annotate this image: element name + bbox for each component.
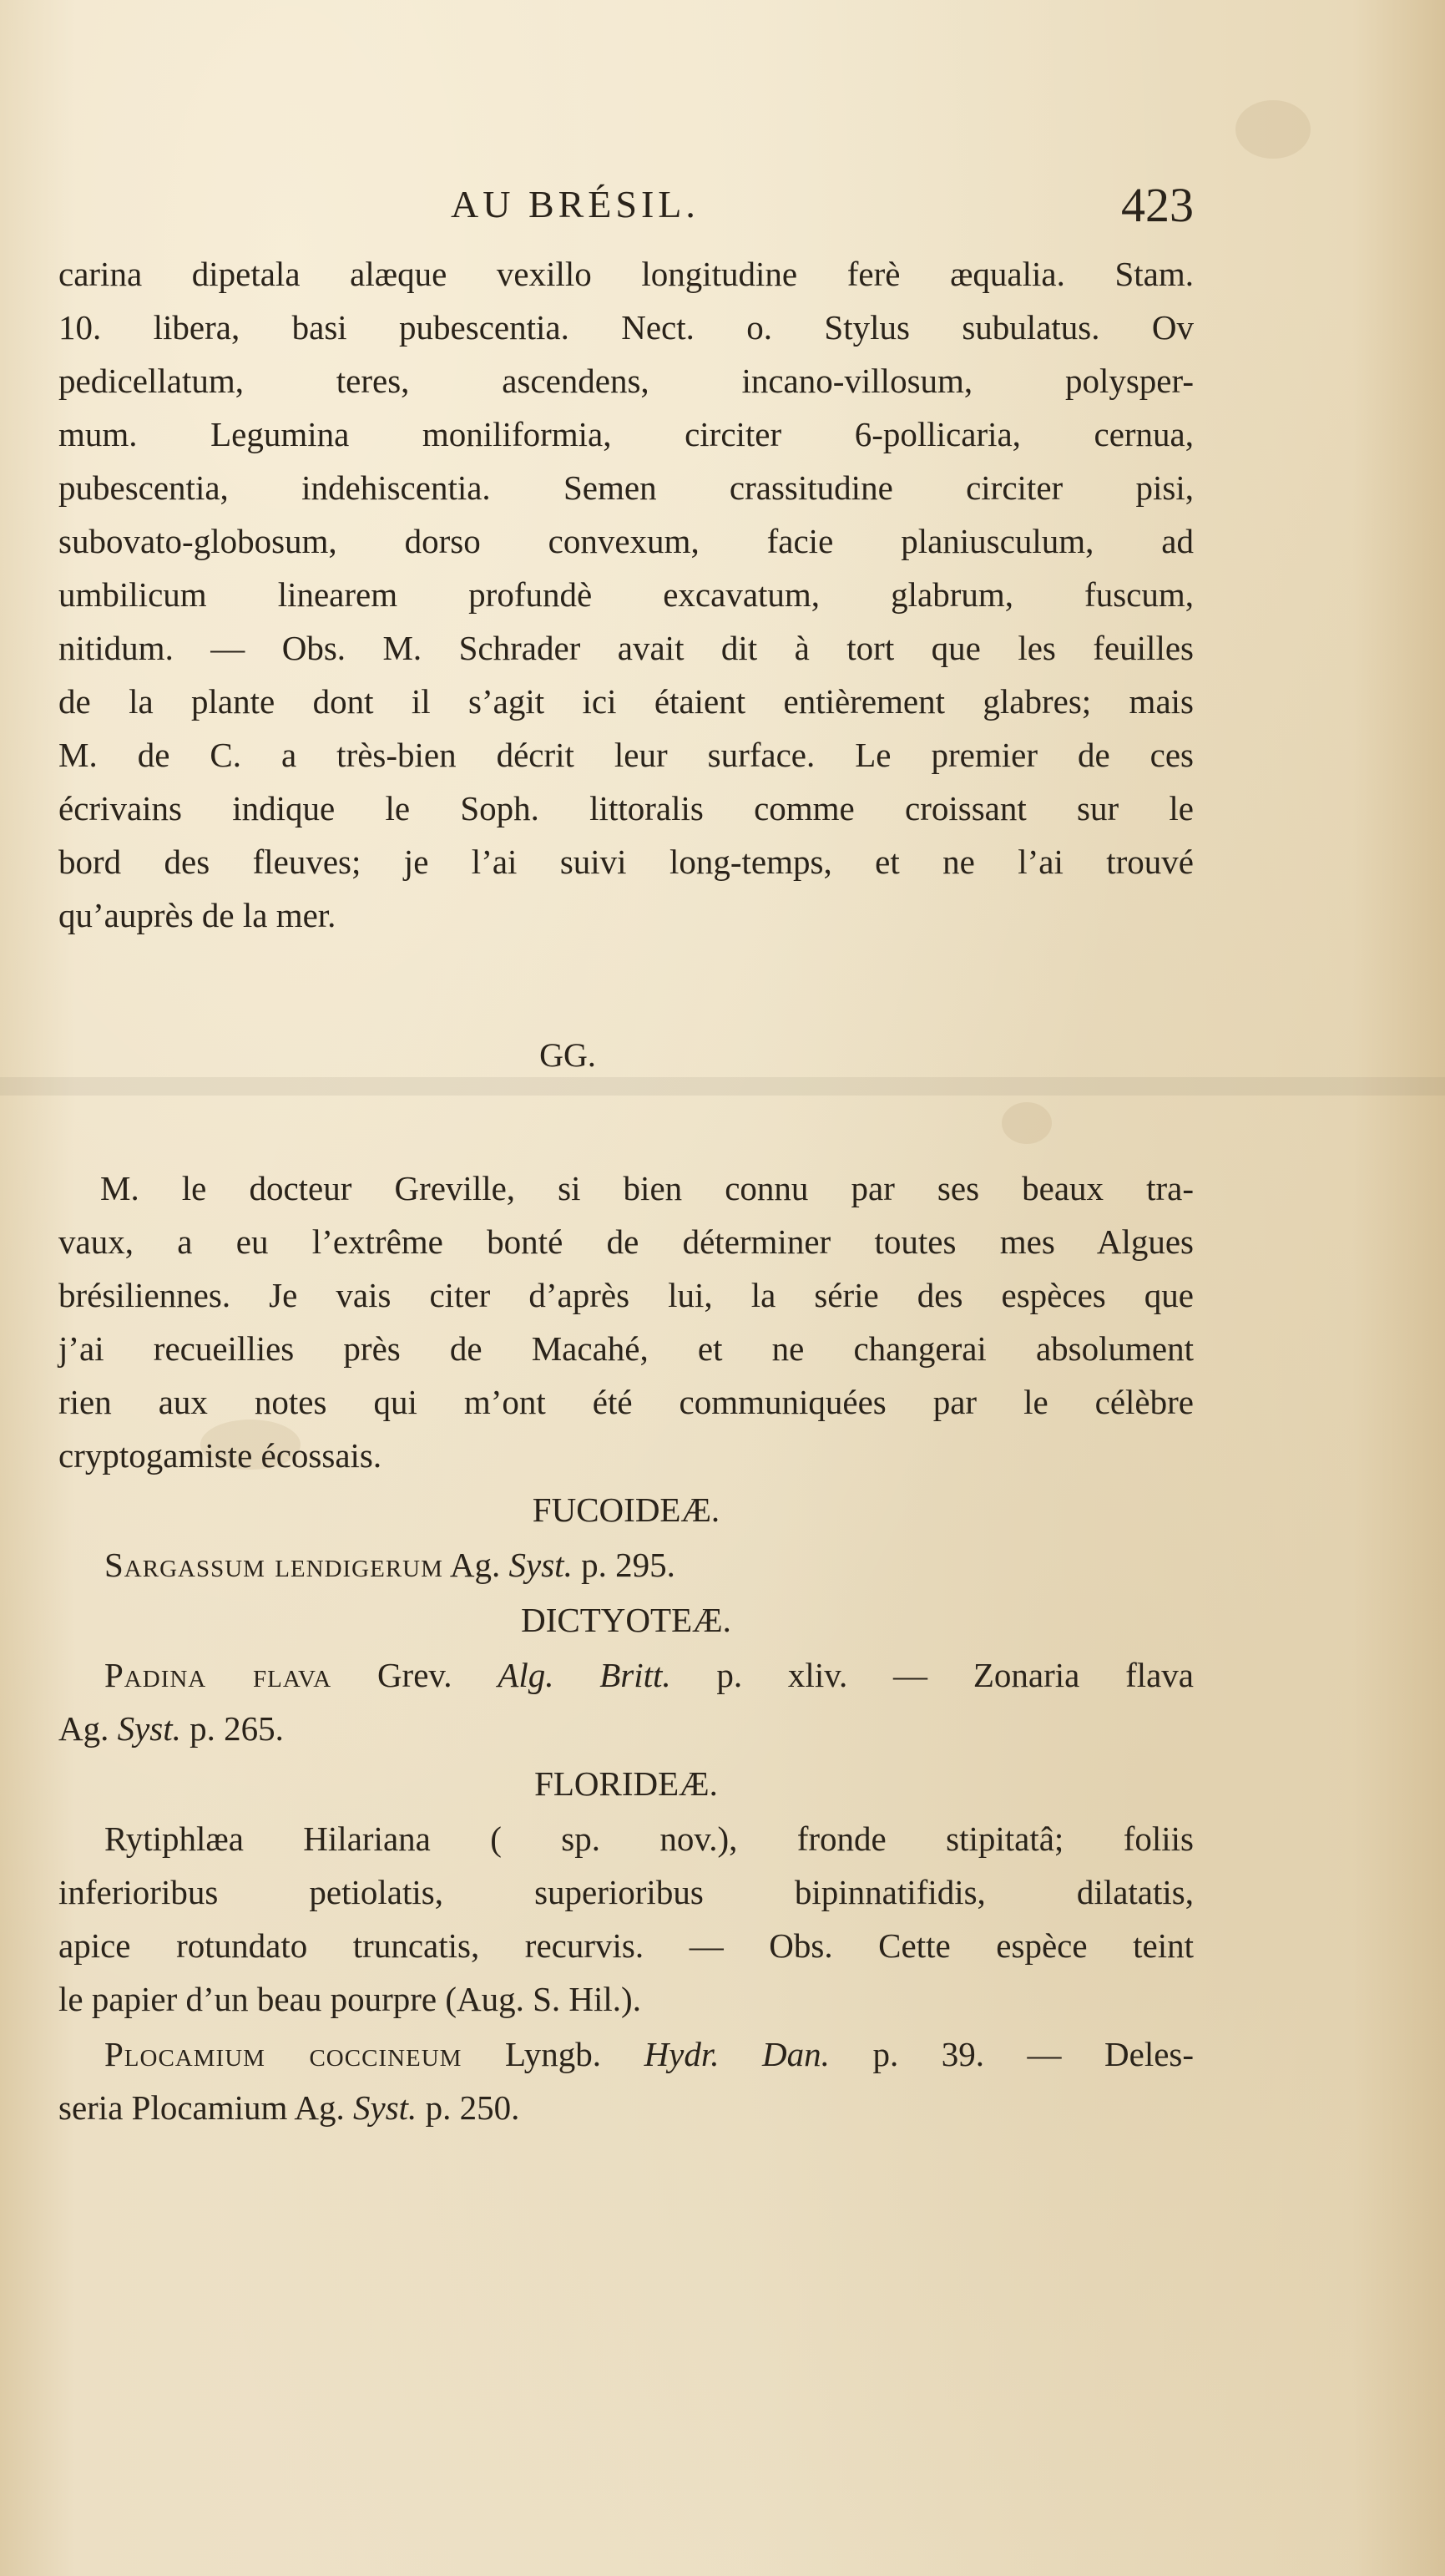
text-line: umbilicum linearem profundè excavatum, glabrum, fuscum,	[58, 575, 1194, 614]
reference-page: p. 295.	[581, 1546, 675, 1584]
entry-padina	[58, 1652, 1194, 1698]
synonym-authority: Ag.	[58, 1709, 109, 1748]
section-mark: GG.	[539, 1036, 596, 1074]
authority: Grev.	[376, 1656, 452, 1694]
paper-stain	[1235, 100, 1311, 159]
running-head	[58, 178, 1194, 242]
text-line: 10. libera, basi pubescentia. Nect. o. Stylus subulatus. Ov	[58, 308, 1194, 347]
entry-rytiphlaea-line: le papier d’un beau pourpre (Aug. S. Hil.).	[58, 1980, 641, 2018]
reference-title: Syst.	[508, 1546, 573, 1584]
page-number: 423	[1121, 178, 1194, 232]
entry-sargassum	[58, 1541, 1194, 1588]
text-line: pubescentia, indehiscentia. Semen crassitudine circiter pisi,	[58, 468, 1194, 507]
reference-page: p. xliv. — Zonaria flava	[716, 1656, 1195, 1694]
entry-rytiphlaea-line: Rytiphlæa Hilariana ( sp. nov.), fronde stipitatâ; foliis	[104, 1819, 1194, 1858]
text-line: carina dipetala alæque vexillo longitudine ferè æqualia. Stam.	[58, 255, 1194, 293]
text-line: vaux, a eu l’extrême bonté de déterminer toutes mes Algues	[58, 1222, 1194, 1261]
text-line: nitidum. — Obs. M. Schrader avait dit à tort que les feuilles	[58, 629, 1194, 667]
synonym-page: p. 265.	[189, 1709, 284, 1748]
text-line: M. le docteur Greville, si bien connu par ses beaux tra-	[100, 1169, 1194, 1207]
family-heading-florideae: FLORIDEÆ.	[534, 1764, 718, 1803]
synonym-reference: Syst.	[117, 1709, 181, 1748]
species-name: Plocamium coccineum	[104, 2035, 462, 2073]
text-line: j’ai recueillies près de Macahé, et ne changerai absolument	[58, 1329, 1194, 1368]
reference-title: Alg. Britt.	[498, 1656, 671, 1694]
paper-stain	[1002, 1102, 1052, 1144]
text-line: pedicellatum, teres, ascendens, incano-villosum, polysper-	[58, 362, 1194, 400]
family-heading-fucoideae: FUCOIDEÆ.	[532, 1490, 720, 1529]
authority: Ag.	[449, 1546, 501, 1584]
text-line: écrivains indique le Soph. littoralis comme croissant sur le	[58, 789, 1194, 827]
synonym-page: p. 250.	[425, 2088, 520, 2127]
entry-rytiphlaea-line: inferioribus petiolatis, superioribus bipinnatifidis, dilatatis,	[58, 1873, 1194, 1911]
text-line: mum. Legumina moniliformia, circiter 6-pollicaria, cernua,	[58, 415, 1194, 453]
entry-plocamium-cont	[58, 2084, 1194, 2131]
text-line: qu’auprès de la mer.	[58, 896, 336, 934]
authority: Lyngb.	[504, 2035, 602, 2073]
reference-page: p. 39. — Deles-	[872, 2035, 1195, 2073]
species-name: Padina flava	[104, 1656, 332, 1694]
text-line: cryptogamiste écossais.	[58, 1436, 382, 1475]
entry-plocamium	[58, 2031, 1194, 2078]
synonym-reference: Syst.	[353, 2088, 417, 2127]
reference-title: Hydr. Dan.	[644, 2035, 830, 2073]
text-line: rien aux notes qui m’ont été communiquées par le célèbre	[58, 1383, 1194, 1421]
text-line: subovato-globosum, dorso convexum, facie planiusculum, ad	[58, 522, 1194, 560]
family-heading-dictyoteae: DICTYOTEÆ.	[521, 1601, 731, 1639]
text-line: bord des fleuves; je l’ai suivi long-temps, et ne l’ai trouvé	[58, 843, 1194, 881]
text-line: brésiliennes. Je vais citer d’après lui, la série des espèces que	[58, 1276, 1194, 1314]
running-title: AU BRÉSIL.	[451, 183, 700, 225]
entry-padina-cont	[58, 1705, 1194, 1752]
synonym-authority: seria Plocamium Ag.	[58, 2088, 345, 2127]
entry-rytiphlaea-line: apice rotundato truncatis, recurvis. — Obs. Cette espèce teint	[58, 1926, 1194, 1965]
species-name: Sargassum lendigerum	[104, 1546, 443, 1584]
bleed-through-band	[0, 1077, 1445, 1096]
text-line: M. de C. a très-bien décrit leur surface. Le premier de ces	[58, 736, 1194, 774]
text-line: de la plante dont il s’agit ici étaient entièrement glabres; mais	[58, 682, 1194, 721]
